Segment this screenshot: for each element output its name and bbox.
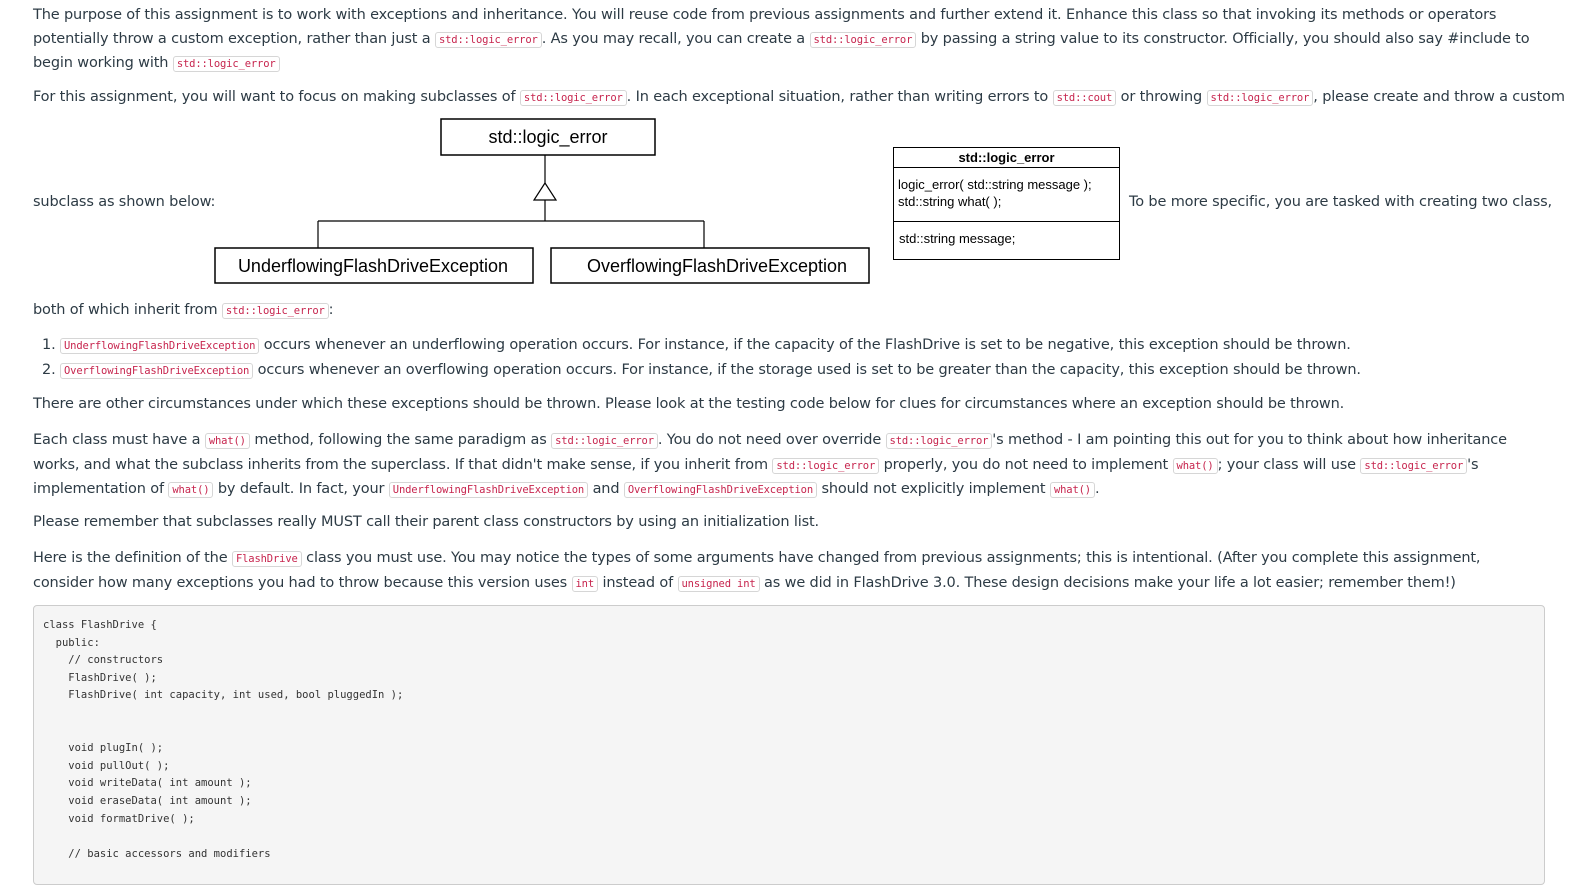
inline-code: std::logic_error xyxy=(520,90,627,106)
what-text: Each class must have a xyxy=(33,432,205,448)
code-block xyxy=(33,605,1545,885)
focus-text-2: . In each exceptional situation, rather than writing errors to xyxy=(626,89,1053,105)
list-item-text: occurs whenever an overflowing operation occurs. For instance, if the storage used is set to be greater than the capacity, this exception should be thrown. xyxy=(253,361,1361,378)
definition-paragraph xyxy=(33,547,1544,596)
what-text: . xyxy=(1094,481,1100,498)
inline-code: what() xyxy=(1173,458,1218,474)
what-text: 's method - I am pointing this out for you to think about how inheritance works, and what the subclass inherits from the superclass. If that didn't make sense, if you inherit from xyxy=(33,432,1507,473)
uml-class-name: std::logic_error xyxy=(894,148,1119,168)
inline-code: std::logic_error xyxy=(222,303,329,319)
remember-paragraph: Please remember that subclasses really MUST call their parent class constructors by using an initialization list. xyxy=(33,514,820,530)
uml-class-box xyxy=(893,147,1120,260)
what-text: by default. In fact, your xyxy=(213,481,389,498)
inherit-paragraph xyxy=(33,299,1544,324)
inline-code: std::logic_error xyxy=(1360,458,1467,474)
inline-code: std::logic_error xyxy=(772,458,879,474)
inherit-text-2: : xyxy=(328,302,334,318)
focus-text-4: , please create and throw a custom xyxy=(1313,89,1565,105)
inherit-text-1: both of which inherit from xyxy=(33,302,222,318)
exception-list xyxy=(42,334,1361,383)
list-item xyxy=(42,359,1361,384)
intro-text-2: . As you may recall, you can create a xyxy=(541,30,810,47)
inline-code: OverflowingFlashDriveException xyxy=(60,363,253,379)
what-text: ; your class will use xyxy=(1217,456,1361,473)
uml-attribute: std::string message; xyxy=(899,231,1016,246)
definition-text: class you must use. You may notice the types of some arguments have changed from previous assignments; this is intentional. (After you complete this assignment, consider how many exceptions you had to throw because this version uses xyxy=(33,550,1481,591)
list-item xyxy=(42,334,1361,359)
specific-text: To be more specific, you are tasked with creating two class, xyxy=(1129,194,1552,210)
overflowing-class-label: OverflowingFlashDriveException xyxy=(586,256,848,276)
inline-code: FlashDrive xyxy=(232,551,302,567)
intro-text-1: The purpose of this assignment is to work with exceptions and inheritance. You will reuse code from previous assignments and further extend it. Enhance this class so that invoking its methods or operators potentially throw a custom exception, rather than just a xyxy=(33,7,1497,47)
definition-text: Here is the definition of the xyxy=(33,550,232,566)
inheritance-diagram xyxy=(0,0,900,300)
flashdrive-class-code: class FlashDrive { public: // constructors FlashDrive( ); FlashDrive( int capacity, int used, bool pluggedIn ); void plugIn( ); void pullOut( ); void writeData( int amount ); void eraseData( int amount ); void formatDrive( ); // basic accessors and modifiers xyxy=(43,619,404,860)
inline-code: std::logic_error xyxy=(810,32,917,48)
what-text: should not explicitly implement xyxy=(817,481,1050,498)
inline-code: what() xyxy=(1050,482,1095,498)
inline-code: int xyxy=(572,576,599,592)
inline-code: OverflowingFlashDriveException xyxy=(624,482,817,498)
subclass-label: subclass as shown below: xyxy=(33,194,216,210)
what-paragraph xyxy=(33,429,1544,503)
inline-code: std::logic_error xyxy=(886,433,993,449)
definition-text: as we did in FlashDrive 3.0. These design decisions make your life a lot easier; remember them!) xyxy=(759,574,1456,591)
focus-text-3: or throwing xyxy=(1116,89,1207,105)
inline-code: UnderflowingFlashDriveException xyxy=(60,338,259,354)
inline-code: what() xyxy=(205,433,250,449)
inline-code: std::cout xyxy=(1053,90,1117,106)
underflowing-class-label: UnderflowingFlashDriveException xyxy=(237,256,509,276)
what-text: method, following the same paradigm as xyxy=(249,432,552,448)
inheritance-arrow-icon xyxy=(534,183,556,200)
inline-code: std::logic_error xyxy=(1207,90,1314,106)
definition-text: instead of xyxy=(598,574,678,591)
inline-code: std::logic_error xyxy=(173,56,280,72)
uml-operations xyxy=(894,168,1119,222)
inline-code: UnderflowingFlashDriveException xyxy=(389,482,588,498)
parent-class-label: std::logic_error xyxy=(488,127,608,147)
inline-code: what() xyxy=(168,482,213,498)
inline-code: std::logic_error xyxy=(551,433,658,449)
other-paragraph: There are other circumstances under which these exceptions should be thrown. Please look at the testing code below for clues for circumstances where an exception should be thrown. xyxy=(33,396,1345,412)
uml-operation: logic_error( std::string message ); xyxy=(898,177,1092,192)
list-number: 1. xyxy=(42,337,56,353)
list-number: 2. xyxy=(42,361,56,378)
what-text: properly, you do not need to implement xyxy=(879,456,1173,473)
what-text: and xyxy=(588,481,624,498)
list-item-text: occurs whenever an underflowing operation occurs. For instance, if the capacity of the FlashDrive is set to be negative, this exception should be thrown. xyxy=(259,337,1351,353)
focus-text-1: For this assignment, you will want to focus on making subclasses of xyxy=(33,89,520,105)
intro-text-3: by passing a string value to its constructor. Officially, you should also say #include to begin working with xyxy=(33,30,1530,72)
inline-code: std::logic_error xyxy=(435,32,542,48)
what-text: 's implementation of xyxy=(33,456,1479,498)
inline-code: unsigned int xyxy=(678,576,760,592)
uml-operation: std::string what( ); xyxy=(898,193,1002,209)
what-text: . You do not need over override xyxy=(657,432,886,448)
